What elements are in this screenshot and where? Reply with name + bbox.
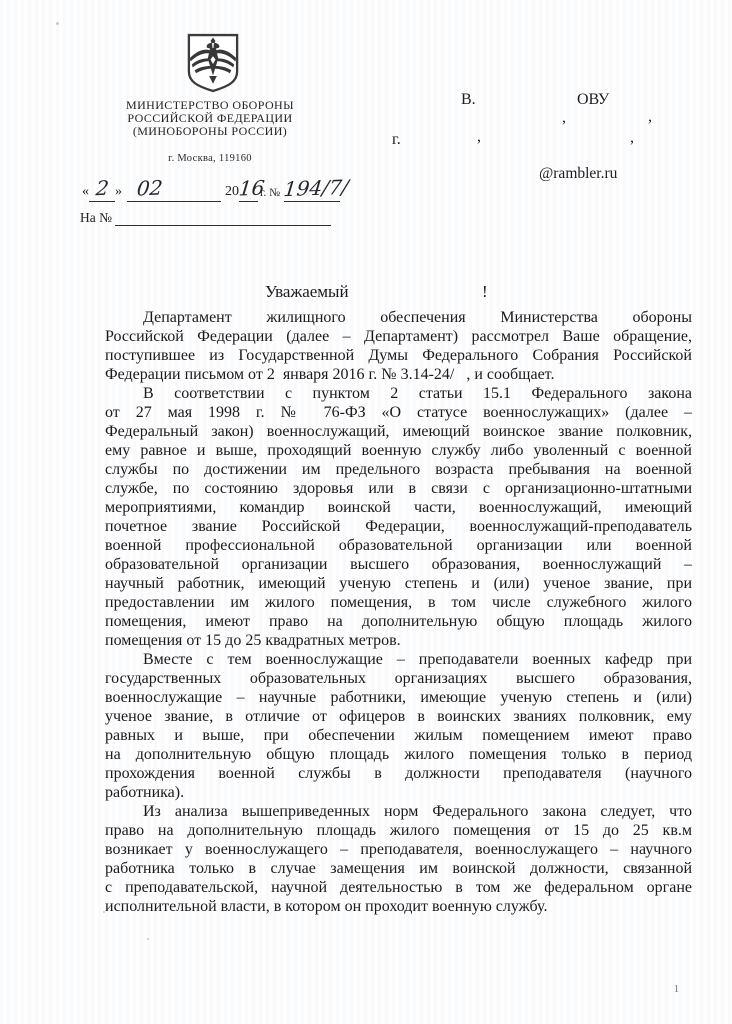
paragraph: [105, 384, 692, 650]
body-line: военной профессиональной образовательной организации или военной: [105, 537, 692, 554]
handwritten-month: 02: [135, 175, 164, 201]
scan-speck: [147, 938, 149, 940]
recipient-comma: ,: [648, 108, 652, 125]
recipient-comma: ,: [630, 129, 634, 146]
body-line: Федерации письмом от 2 января 2016 г. № 3.14-24/ , и сообщает.: [105, 366, 555, 383]
body-line: работника только в случае замещения им воинской должности, связанной: [105, 860, 692, 877]
handwritten-day: 2: [94, 175, 110, 201]
recipient-org-abbrev: ОВУ: [577, 91, 610, 108]
body-line: Департамент жилищного обеспечения Министерства обороны: [143, 309, 692, 326]
body-line: почетное звание Российской Федерации, военнослужащий-преподаватель: [105, 518, 692, 535]
salutation-word: Уважаемый: [265, 282, 349, 301]
paragraph: [105, 308, 692, 384]
year-century: 20: [225, 184, 239, 199]
body-line: работника).: [105, 784, 185, 801]
recipient-comma: ,: [477, 128, 481, 145]
open-quote: «: [82, 184, 89, 199]
recipient-city-prefix: г.: [392, 131, 401, 148]
body-line: Вместе с тем военнослужащие – преподаватели военных кафедр при: [143, 651, 692, 668]
body-line: право на дополнительную площадь жилого помещения от 15 до 25 кв.м: [105, 822, 692, 839]
date-number-row: [82, 174, 350, 203]
recipient-comma: ,: [562, 109, 566, 126]
paragraph: [105, 650, 692, 802]
body-line: поступившее из Государственной Думы Федерального Собрания Российской: [105, 347, 692, 364]
day-field: [89, 176, 115, 202]
reference-label: На №: [80, 210, 112, 225]
body-line: исполнительной власти, в котором он проходит военную службу.: [105, 898, 548, 915]
page-number: 1: [674, 984, 679, 995]
recipient-initial: В.: [461, 91, 476, 108]
reference-blank-line: [115, 210, 331, 226]
body-line: с преподавательской, научной деятельностью в том же федеральном органе: [105, 879, 692, 896]
body-line: ему равное и выше, проходящий военную службу либо уволенный с военной: [105, 442, 692, 459]
body-line: возникает у военнослужащего – преподавателя, военнослужащего – научного: [105, 841, 692, 858]
scan-speck: [56, 22, 59, 25]
paragraph: [105, 802, 692, 916]
body-line: равных и выше, при обеспечении жилым помещением имеют право: [105, 727, 692, 744]
body-line: от 27 мая 1998 г. № 76-ФЗ «О статусе военнослужащих» (далее –: [105, 404, 692, 421]
org-line: РОССИЙСКОЙ ФЕДЕРАЦИИ: [127, 110, 293, 125]
body-line: образовательной организации высшего образования, военнослужащий –: [105, 556, 692, 573]
recipient-email: @rambler.ru: [539, 165, 618, 182]
body-line: службы по достижении им предельного возраста пребывания на военной: [105, 461, 692, 478]
body: [105, 308, 692, 916]
body-line: мероприятиями, командир воинской части, военнослужащий, имеющий: [105, 499, 692, 516]
body-line: Российской Федерации (далее – Департамент) рассмотрел Ваше обращение,: [105, 328, 692, 345]
org-line: МИНИСТЕРСТВО ОБОРОНЫ: [126, 98, 294, 112]
body-line: Из анализа вышеприведенных норм Федерального закона следует, что: [143, 803, 692, 820]
body-line: помещения, имеют право на дополнительную общую площадь жилого: [105, 613, 692, 630]
org-line: (МИНОБОРОНЫ РОССИИ): [132, 123, 288, 138]
body-line: прохождения военной службы в должности преподавателя (научного: [105, 765, 692, 782]
document-number-field: [282, 174, 350, 202]
salutation-exclamation: !: [482, 282, 488, 301]
year-field: [237, 175, 266, 202]
body-line: на дополнительную общую площадь жилого помещения только в период: [105, 746, 692, 763]
organization-name: [85, 99, 335, 137]
handwritten-year: 16: [237, 175, 266, 201]
reference-row: [80, 210, 331, 226]
body-line: помещения от 15 до 25 квадратных метров.: [105, 632, 401, 649]
ministry-of-defense-emblem-icon: [186, 32, 240, 94]
city-postal-line: г. Москва, 119160: [168, 153, 252, 164]
body-line: В соответствии с пунктом 2 статьи 15.1 Федерального закона: [143, 385, 692, 402]
year-number-label: г. №: [260, 187, 281, 199]
body-line: государственных образовательных организациях высшего образования,: [105, 670, 692, 687]
body-line: службе, по состоянию здоровья или в связи с организационно-штатными: [105, 480, 692, 497]
body-line: Федеральный закон) военнослужащий, имеющий воинское звание полковник,: [105, 423, 692, 440]
month-field: [127, 176, 221, 202]
body-line: ученое звание, в отличие от офицеров в воинских званиях полковник, ему: [105, 708, 692, 725]
close-quote: »: [115, 184, 122, 199]
body-line: военнослужащие – научные работники, имеющие ученую степень и (или): [105, 689, 692, 706]
handwritten-document-number: 194/7/: [282, 174, 350, 202]
body-line: научный работник, имеющий ученую степень и (или) ученое звание, при: [105, 575, 692, 592]
body-line: предоставлении им жилого помещения, в том числе служебного жилого: [105, 594, 692, 611]
